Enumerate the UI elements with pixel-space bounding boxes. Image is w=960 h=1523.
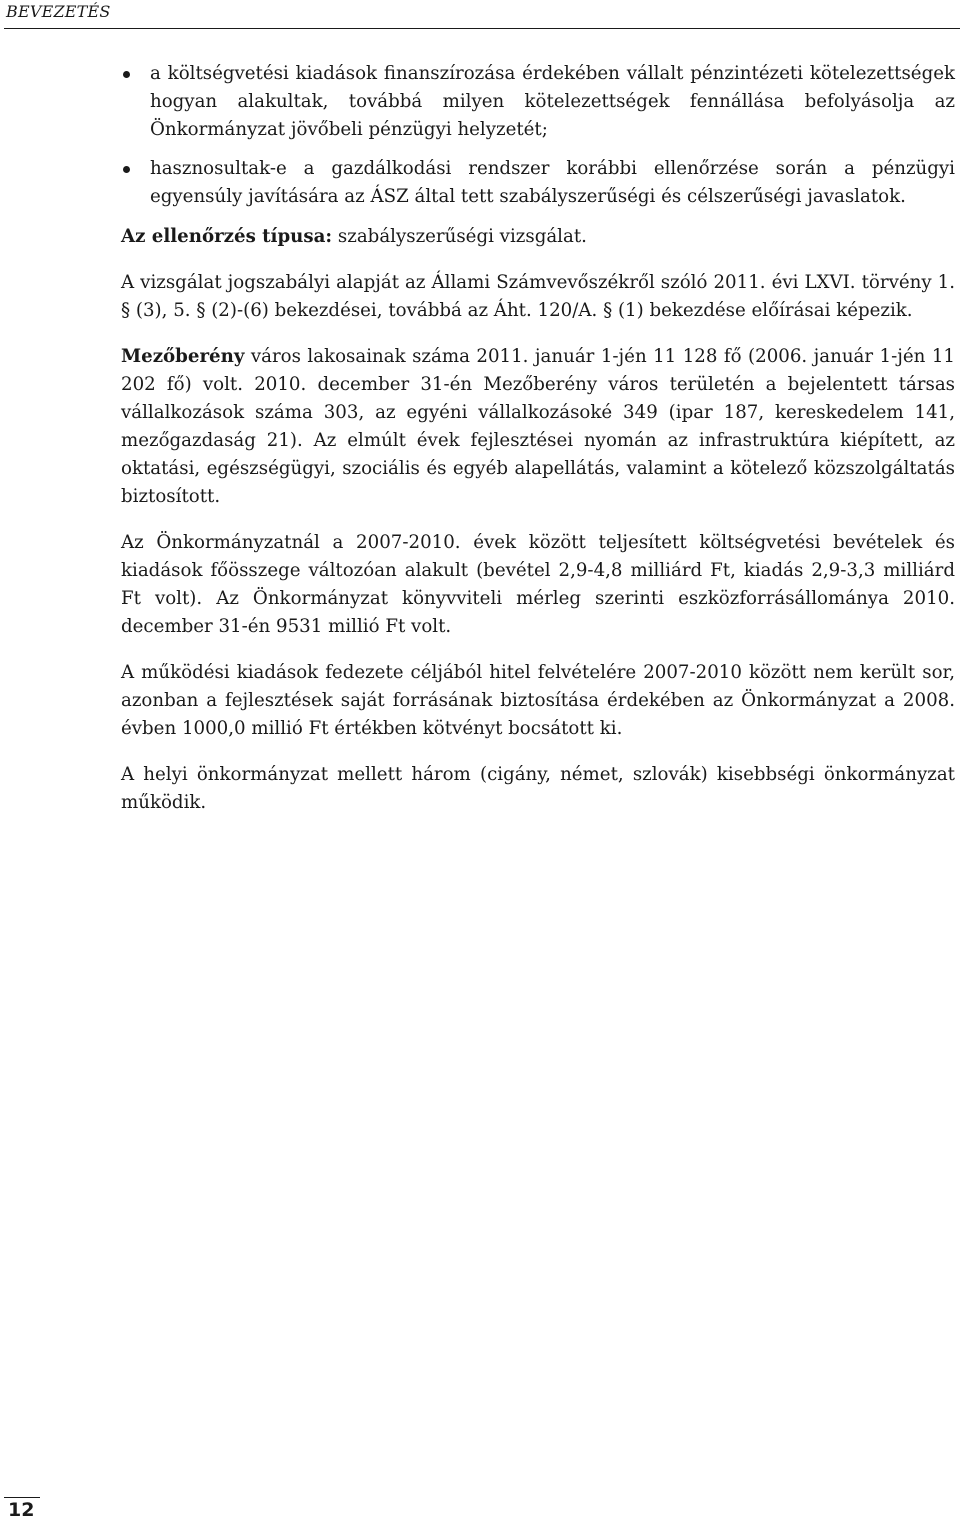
legal-basis-paragraph: A vizsgálat jogszabályi alapját az Állami Számvevőszékről szóló 2011. évi LXVI. törvény 1. § (3), 5. § (2)-(6) bekezdései, továbbá az Áht. 120/A. § (1) bekezdése előírásai képezik. bbox=[121, 272, 955, 321]
audit-type-label: Az ellenőrzés típusa: bbox=[121, 226, 333, 247]
town-description: város lakosainak száma 2011. január 1-jén 11 128 fő (2006. január 1-jén 11 202 fő) volt. 2010. december 31-én Mezőberény város területén a bejelentett társas vállalkozások száma 303, az egyéni vállalkozásoké 349 (ipar 187, kereskedelem 141, mezőgazdaság 21). Az elmúlt évek fejlesztései nyomán az infrastruktúra kiépített, az oktatási, egészségügyi, szociális és egyéb alapellátás, valamint a kötelező közszolgáltatás biztosított. bbox=[121, 346, 955, 507]
running-header-title: BEVEZETÉS bbox=[6, 2, 111, 21]
minority-paragraph: A helyi önkormányzat mellett három (cigány, német, szlovák) kisebbségi önkormányzat működik. bbox=[121, 764, 955, 813]
audit-type-value: szabályszerűségi vizsgálat. bbox=[332, 226, 587, 247]
audit-questions-list bbox=[121, 60, 955, 211]
header-divider bbox=[4, 28, 960, 29]
page-number: 12 bbox=[8, 1499, 35, 1521]
page-body bbox=[121, 60, 955, 835]
list-item: a költségvetési kiadások finanszírozása érdekében vállalt pénzintézeti kötelezettségek hogyan alakultak, továbbá milyen kötelezettségek fennállása befolyásolja az Önkormányzat jövőbeli pénzügyi helyzetét; bbox=[121, 60, 955, 144]
loan-paragraph: A működési kiadások fedezete céljából hitel felvételére 2007-2010 között nem került sor, azonban a fejlesztések saját forrásának biztosítása érdekében az Önkormányzat a 2008. évben 1000,0 millió Ft értékben kötvényt bocsátott ki. bbox=[121, 662, 955, 739]
town-paragraph bbox=[121, 343, 955, 511]
town-name: Mezőberény bbox=[121, 346, 245, 367]
list-item: hasznosultak-e a gazdálkodási rendszer korábbi ellenőrzése során a pénzügyi egyensúly javítására az ÁSZ által tett szabályszerűségi és célszerűségi javaslatok. bbox=[121, 155, 955, 211]
audit-type-paragraph bbox=[121, 223, 955, 251]
budget-paragraph: Az Önkormányzatnál a 2007-2010. évek között teljesített költségvetési bevételek és kiadások főösszege változóan alakult (bevétel 2,9-4,8 milliárd Ft, kiadás 2,9-3,3 milliárd Ft volt). Az Önkormányzat könyvviteli mérleg szerinti eszközforrásállománya 2010. december 31-én 9531 millió Ft volt. bbox=[121, 532, 955, 637]
